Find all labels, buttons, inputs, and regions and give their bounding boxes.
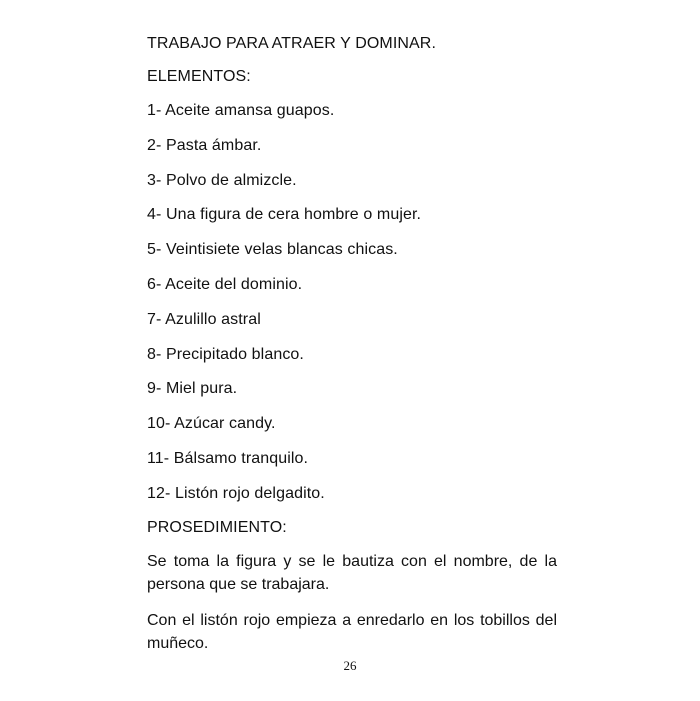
elements-heading: ELEMENTOS: — [147, 68, 251, 85]
list-item: 10- Azúcar candy. — [147, 415, 276, 432]
list-item: 7- Azulillo astral — [147, 311, 261, 328]
list-item: 8- Precipitado blanco. — [147, 346, 304, 363]
list-item: 6- Aceite del dominio. — [147, 276, 303, 293]
list-item: 1- Aceite amansa guapos. — [147, 102, 335, 119]
list-item: 5- Veintisiete velas blancas chicas. — [147, 241, 398, 258]
procedure-heading: PROSEDIMIENTO: — [147, 519, 287, 536]
list-item: 12- Listón rojo delgadito. — [147, 485, 325, 502]
list-item: 11- Bálsamo tranquilo. — [147, 450, 309, 467]
procedure-paragraph: Con el listón rojo empieza a enredarlo en los tobillos del muñeco. — [147, 612, 557, 652]
procedure-paragraph: Se toma la figura y se le bautiza con el nombre, de la persona que se trabajara. — [147, 553, 557, 593]
document-title: TRABAJO PARA ATRAER Y DOMINAR. — [147, 35, 436, 52]
page-number: 26 — [343, 658, 357, 673]
list-item: 2- Pasta ámbar. — [147, 137, 262, 154]
list-item: 9- Miel pura. — [147, 380, 238, 397]
list-item: 3- Polvo de almizcle. — [147, 172, 297, 189]
list-item: 4- Una figura de cera hombre o mujer. — [147, 206, 422, 223]
